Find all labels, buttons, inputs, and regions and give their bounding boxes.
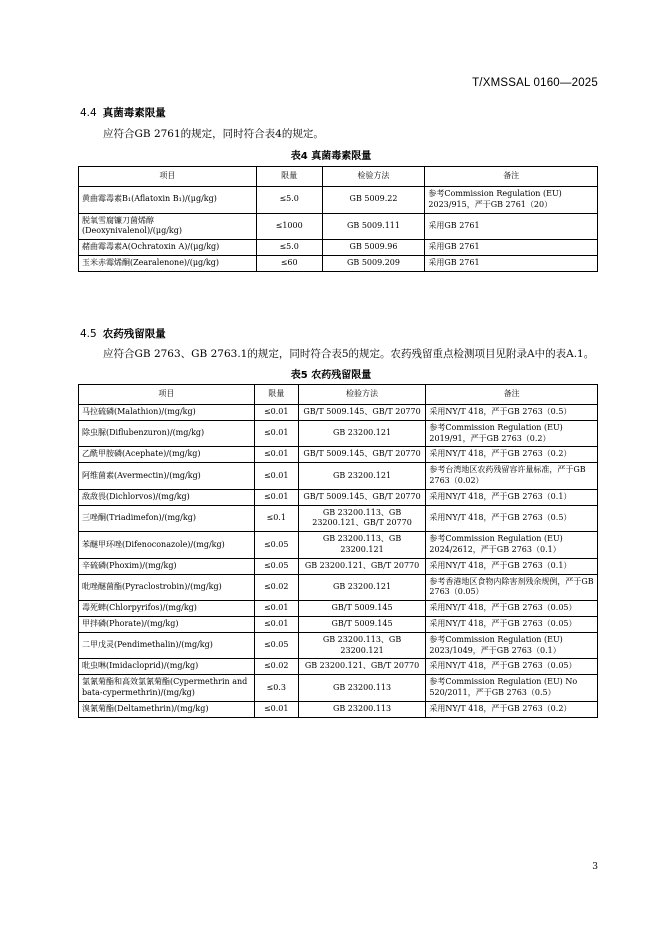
section-title: 农药残留限量 (102, 328, 166, 340)
row-limit-cell: ≤0.3 (254, 675, 298, 702)
table-row (79, 601, 598, 617)
table-row (79, 255, 598, 271)
row-note-cell: 采用NY/T 418，严于GB 2763（0.05） (426, 616, 598, 632)
column-header-item: 项目 (79, 385, 255, 405)
row-limit-cell: ≤0.01 (254, 489, 298, 505)
row-item-cell: 赭曲霉毒素A(Ochratoxin A)/(μg/kg) (79, 240, 257, 256)
row-note-cell: 采用NY/T 418，严于GB 2763（0.5） (426, 405, 598, 421)
table-row (79, 558, 598, 574)
row-note-cell: 参考Commission Regulation (EU) 2024/2612，严于GB 2763（0.1） (426, 532, 598, 559)
table-row (79, 187, 598, 214)
column-header-limit: 限量 (254, 385, 298, 405)
section-title: 真菌毒素限量 (102, 107, 166, 119)
column-header-method: 检验方法 (298, 385, 426, 405)
table-row (79, 240, 598, 256)
row-note-cell: 参考Commission Regulation (EU) No 520/2011，严于GB 2763（0.5） (426, 675, 598, 702)
row-note-cell: 采用NY/T 418，严于GB 2763（0.1） (426, 558, 598, 574)
table-row (79, 659, 598, 675)
row-note-cell: 参考香港地区食物内除害剂残余规例，严于GB 2763（0.05） (426, 574, 598, 601)
section-4-4-paragraph: 应符合GB 2761的规定，同时符合表4的规定。 (103, 128, 324, 140)
row-method-cell: GB 5009.209 (322, 255, 425, 271)
table-row (79, 489, 598, 505)
column-header-limit: 限量 (256, 167, 322, 187)
row-item-cell: 毒死蜱(Chlorpyrifos)/(mg/kg) (79, 601, 255, 617)
row-limit-cell: ≤5.0 (256, 187, 322, 214)
row-note-cell: 参考Commission Regulation (EU) 2019/91，严于GB 2763（0.2） (426, 420, 598, 447)
row-item-cell: 辛硫磷(Phoxim)/(mg/kg) (79, 558, 255, 574)
row-method-cell: GB 23200.121 (298, 463, 426, 490)
row-method-cell: GB 5009.22 (322, 187, 425, 214)
row-item-cell: 氯氰菊酯和高效氯氰菊酯(Cypermethrin and bata-cypermethrin)/(mg/kg) (79, 675, 255, 702)
row-limit-cell: ≤0.05 (254, 532, 298, 559)
table-row (79, 574, 598, 601)
row-item-cell: 黄曲霉毒素B₁(Aflatoxin B₁)/(μg/kg) (79, 187, 257, 214)
row-note-cell: 采用NY/T 418，严于GB 2763（0.2） (426, 701, 598, 717)
table-header-row (79, 385, 598, 405)
row-note-cell: 采用GB 2761 (425, 255, 598, 271)
table-row (79, 420, 598, 447)
row-method-cell: GB 5009.111 (322, 213, 425, 240)
row-note-cell: 采用NY/T 418，严于GB 2763（0.5） (426, 505, 598, 532)
row-method-cell: GB 5009.96 (322, 240, 425, 256)
row-note-cell: 参考Commission Regulation (EU) 2023/915，严于GB 2761（20） (425, 187, 598, 214)
row-method-cell: GB/T 5009.145、GB/T 20770 (298, 447, 426, 463)
row-limit-cell: ≤0.01 (254, 616, 298, 632)
row-method-cell: GB 23200.121 (298, 574, 426, 601)
table-row (79, 463, 598, 490)
table-row (79, 532, 598, 559)
table-row (79, 701, 598, 717)
row-note-cell: 采用NY/T 418，严于GB 2763（0.05） (426, 659, 598, 675)
row-limit-cell: ≤0.01 (254, 405, 298, 421)
row-item-cell: 阿维菌素(Avermectin)/(mg/kg) (79, 463, 255, 490)
row-limit-cell: ≤0.1 (254, 505, 298, 532)
page-number: 3 (592, 862, 598, 872)
row-method-cell: GB 23200.121、GB/T 20770 (298, 659, 426, 675)
row-method-cell: GB 23200.121 (298, 420, 426, 447)
table-header-row (79, 167, 598, 187)
row-limit-cell: ≤0.05 (254, 632, 298, 659)
row-limit-cell: ≤0.01 (254, 601, 298, 617)
table-row (79, 213, 598, 240)
row-limit-cell: ≤0.02 (254, 574, 298, 601)
row-method-cell: GB 23200.113 (298, 701, 426, 717)
row-method-cell: GB 23200.113、GB 23200.121、GB/T 20770 (298, 505, 426, 532)
row-item-cell: 除虫脲(Diflubenzuron)/(mg/kg) (79, 420, 255, 447)
table-4-title: 表4 真菌毒素限量 (290, 151, 372, 162)
row-method-cell: GB/T 5009.145、GB/T 20770 (298, 489, 426, 505)
column-header-method: 检验方法 (322, 167, 425, 187)
row-note-cell: 采用GB 2761 (425, 213, 598, 240)
row-item-cell: 苯醚甲环唑(Difenoconazole)/(mg/kg) (79, 532, 255, 559)
row-method-cell: GB/T 5009.145、GB/T 20770 (298, 405, 426, 421)
row-item-cell: 玉米赤霉烯酮(Zearalenone)/(μg/kg) (79, 255, 257, 271)
row-note-cell: 采用NY/T 418，严于GB 2763（0.2） (426, 447, 598, 463)
row-item-cell: 吡虫啉(Imidacloprid)/(mg/kg) (79, 659, 255, 675)
row-note-cell: 采用GB 2761 (425, 240, 598, 256)
column-header-item: 项目 (79, 167, 257, 187)
row-note-cell: 参考台湾地区农药残留容许量标准，严于GB 2763（0.02） (426, 463, 598, 490)
row-method-cell: GB 23200.113 (298, 675, 426, 702)
section-number: 4.5 (80, 328, 97, 340)
section-4-4-heading (80, 105, 166, 120)
row-limit-cell: ≤60 (256, 255, 322, 271)
column-header-note: 备注 (426, 385, 598, 405)
row-item-cell: 敌敌畏(Dichlorvos)/(mg/kg) (79, 489, 255, 505)
row-method-cell: GB 23200.113、GB 23200.121 (298, 632, 426, 659)
row-method-cell: GB/T 5009.145 (298, 616, 426, 632)
table-row (79, 505, 598, 532)
row-note-cell: 采用NY/T 418，严于GB 2763（0.1） (426, 489, 598, 505)
row-limit-cell: ≤0.01 (254, 701, 298, 717)
table-5-title: 表5 农药残留限量 (290, 370, 372, 381)
row-method-cell: GB 23200.121、GB/T 20770 (298, 558, 426, 574)
table-row (79, 675, 598, 702)
row-item-cell: 溴氰菊酯(Deltamethrin)/(mg/kg) (79, 701, 255, 717)
table-row (79, 632, 598, 659)
table-row (79, 405, 598, 421)
row-item-cell: 吡唑醚菌酯(Pyraclostrobin)/(mg/kg) (79, 574, 255, 601)
pesticide-residue-limit-table (78, 384, 598, 718)
mycotoxin-limit-table (78, 166, 598, 272)
row-item-cell: 三唑酮(Triadimefon)/(mg/kg) (79, 505, 255, 532)
row-item-cell: 马拉硫磷(Malathion)/(mg/kg) (79, 405, 255, 421)
section-number: 4.4 (80, 107, 97, 119)
section-4-5-paragraph: 应符合GB 2763、GB 2763.1的规定，同时符合表5的规定。农药残留重点检测项目见附录A中的表A.1。 (103, 348, 595, 360)
row-method-cell: GB/T 5009.145 (298, 601, 426, 617)
row-item-cell: 甲拌磷(Phorate)/(mg/kg) (79, 616, 255, 632)
row-item-cell: 乙酰甲胺磷(Acephate)/(mg/kg) (79, 447, 255, 463)
row-limit-cell: ≤0.01 (254, 420, 298, 447)
row-limit-cell: ≤0.01 (254, 447, 298, 463)
row-item-cell: 二甲戊灵(Pendimethalin)/(mg/kg) (79, 632, 255, 659)
row-note-cell: 采用NY/T 418，严于GB 2763（0.05） (426, 601, 598, 617)
table-row (79, 616, 598, 632)
row-item-cell: 脱氧雪腐镰刀菌烯醇(Deoxynivalenol)/(μg/kg) (79, 213, 257, 240)
row-note-cell: 参考Commission Regulation (EU) 2023/1049，严于GB 2763（0.1） (426, 632, 598, 659)
column-header-note: 备注 (425, 167, 598, 187)
section-4-5-heading (80, 326, 166, 341)
row-limit-cell: ≤0.05 (254, 558, 298, 574)
table-row (79, 447, 598, 463)
document-code: T/XMSSAL 0160—2025 (472, 77, 598, 89)
row-method-cell: GB 23200.113、GB 23200.121 (298, 532, 426, 559)
row-limit-cell: ≤5.0 (256, 240, 322, 256)
row-limit-cell: ≤1000 (256, 213, 322, 240)
row-limit-cell: ≤0.02 (254, 659, 298, 675)
row-limit-cell: ≤0.01 (254, 463, 298, 490)
